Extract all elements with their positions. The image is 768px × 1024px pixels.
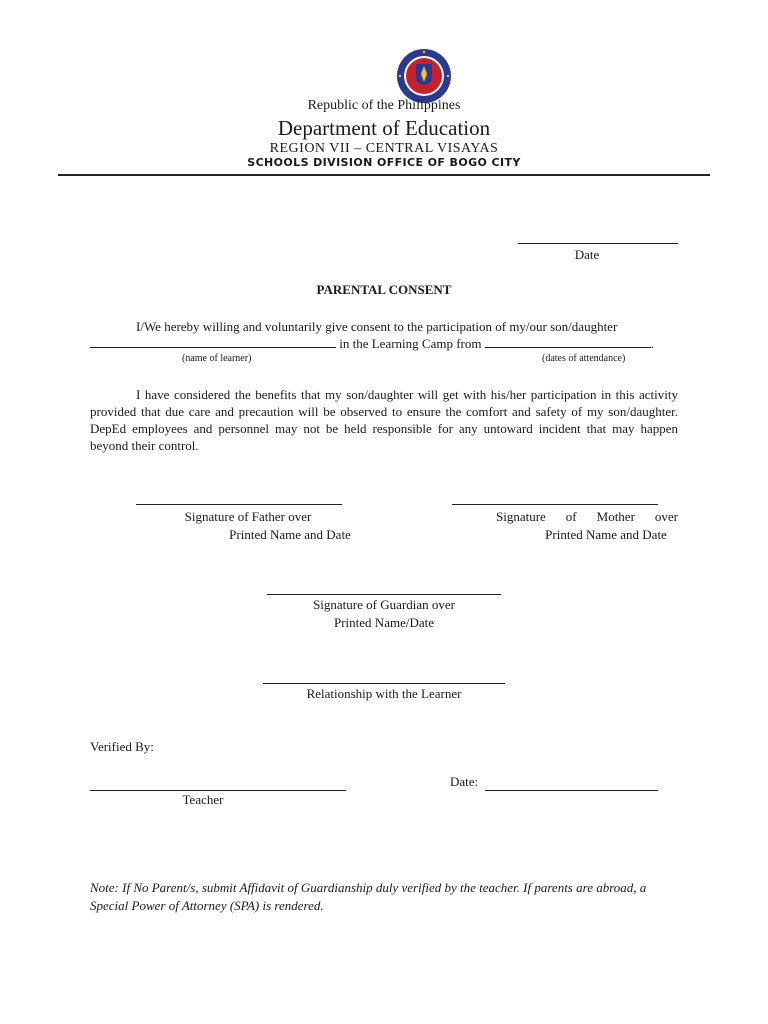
guardian-signature-label1: Signature of Guardian over — [313, 597, 455, 612]
date-label: Date — [574, 247, 600, 262]
mother-signature-label2: Printed Name and Date — [545, 527, 667, 542]
header-divider — [58, 174, 710, 176]
guardian-signature-line — [267, 594, 501, 595]
consent-paragraph — [90, 318, 678, 352]
verification-date-line — [485, 790, 658, 791]
guardian-signature-label2: Printed Name/Date — [334, 615, 434, 630]
verification-date-label: Date: — [450, 774, 479, 789]
deped-seal-icon — [396, 48, 452, 104]
footer-note: Note: If No Parent/s, submit Affidavit of Guardianship duly verified by the teacher. If parents are abroad, a Special Power of Attorney (SPA) is rendered. — [90, 880, 647, 913]
mother-signature-line — [452, 504, 658, 505]
consent-text-end: . — [650, 336, 654, 351]
teacher-label: Teacher — [182, 792, 224, 807]
region-label: REGION VII – CENTRAL VISAYAS — [269, 141, 499, 156]
learner-name-blank — [90, 336, 336, 348]
verified-by-label: Verified By: — [90, 739, 154, 754]
relationship-label: Relationship with the Learner — [306, 686, 462, 701]
attendance-dates-hint: (dates of attendance) — [542, 353, 626, 364]
father-signature-label1: Signature of Father over — [184, 509, 312, 524]
date-blank-line — [518, 243, 678, 244]
division-label: SCHOOLS DIVISION OFFICE OF BOGO CITY — [247, 156, 521, 169]
father-signature-line — [136, 504, 342, 505]
consent-text-middle: in the Learning Camp from — [336, 336, 485, 351]
attendance-dates-blank — [485, 336, 651, 348]
relationship-line — [263, 683, 505, 684]
department-title: Department of Education — [277, 116, 491, 140]
acknowledgement-paragraph — [90, 386, 678, 454]
father-signature-label2: Printed Name and Date — [229, 527, 351, 542]
acknowledgement-text: I have considered the benefits that my son/daughter will get with his/her participation in this activity provided that due care and precaution will be observed to ensure the comfort and safety of my son/daughter. DepEd employees and personnel may not be held responsible for any untoward incident that may happen beyond their control. — [90, 387, 678, 453]
republic-label: Republic of the Philippines — [307, 98, 461, 113]
mother-signature-label1: Signature of Mother over — [496, 509, 678, 524]
learner-name-hint: (name of learner) — [182, 353, 252, 364]
consent-text-start: I/We hereby willing and voluntarily give consent to the participation of my/our son/daughter — [136, 319, 618, 334]
document-title: PARENTAL CONSENT — [316, 282, 452, 297]
